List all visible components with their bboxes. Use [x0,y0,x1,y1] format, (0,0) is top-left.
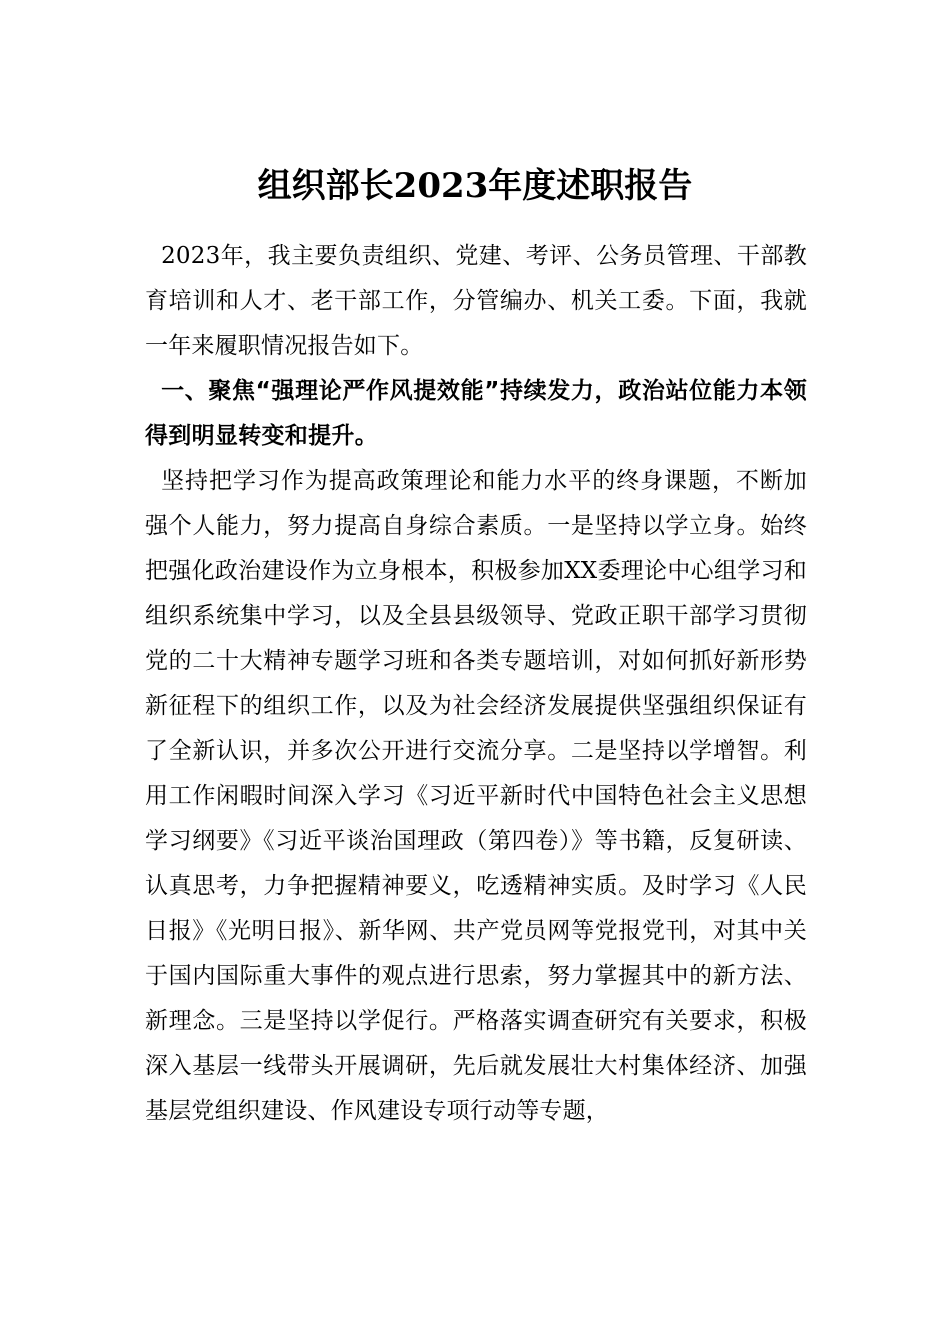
section-1-paragraph: 坚持把学习作为提高政策理论和能力水平的终身课题，不断加强个人能力，努力提高自身综合素质。一是坚持以学立身。始终把强化政治建设作为立身根本，积极参加XX委理论中心组学习和组织系统集中学习，以及全县县级领导、党政正职干部学习贯彻党的二十大精神专题学习班和各类专题培训，对如何抓好新形势新征程下的组织工作，以及为社会经济发展提供坚强组织保证有了全新认识，并多次公开进行交流分享。二是坚持以学增智。利用工作闲暇时间深入学习《习近平新时代中国特色社会主义思想学习纲要》《习近平谈治国理政（第四卷）》等书籍，反复研读、认真思考，力争把握精神要义，吃透精神实质。及时学习《人民日报》《光明日报》、新华网、共产党员网等党报党刊，对其中关于国内国际重大事件的观点进行思索，努力掌握其中的新方法、新理念。三是坚持以学促行。严格落实调查研究有关要求，积极深入基层一线带头开展调研，先后就发展壮大村集体经济、加强基层党组织建设、作风建设专项行动等专题， [145,468,807,1124]
document-body [145,234,807,1134]
intro-paragraph: 2023年，我主要负责组织、党建、考评、公务员管理、干部教育培训和人才、老干部工作，分管编办、机关工委。下面，我就一年来履职情况报告如下。 [145,243,807,359]
document-title: 组织部长2023年度述职报告 [257,166,693,206]
section-1-heading: 一、聚焦“强理论严作风提效能”持续发力，政治站位能力本领得到明显转变和提升。 [145,378,807,449]
